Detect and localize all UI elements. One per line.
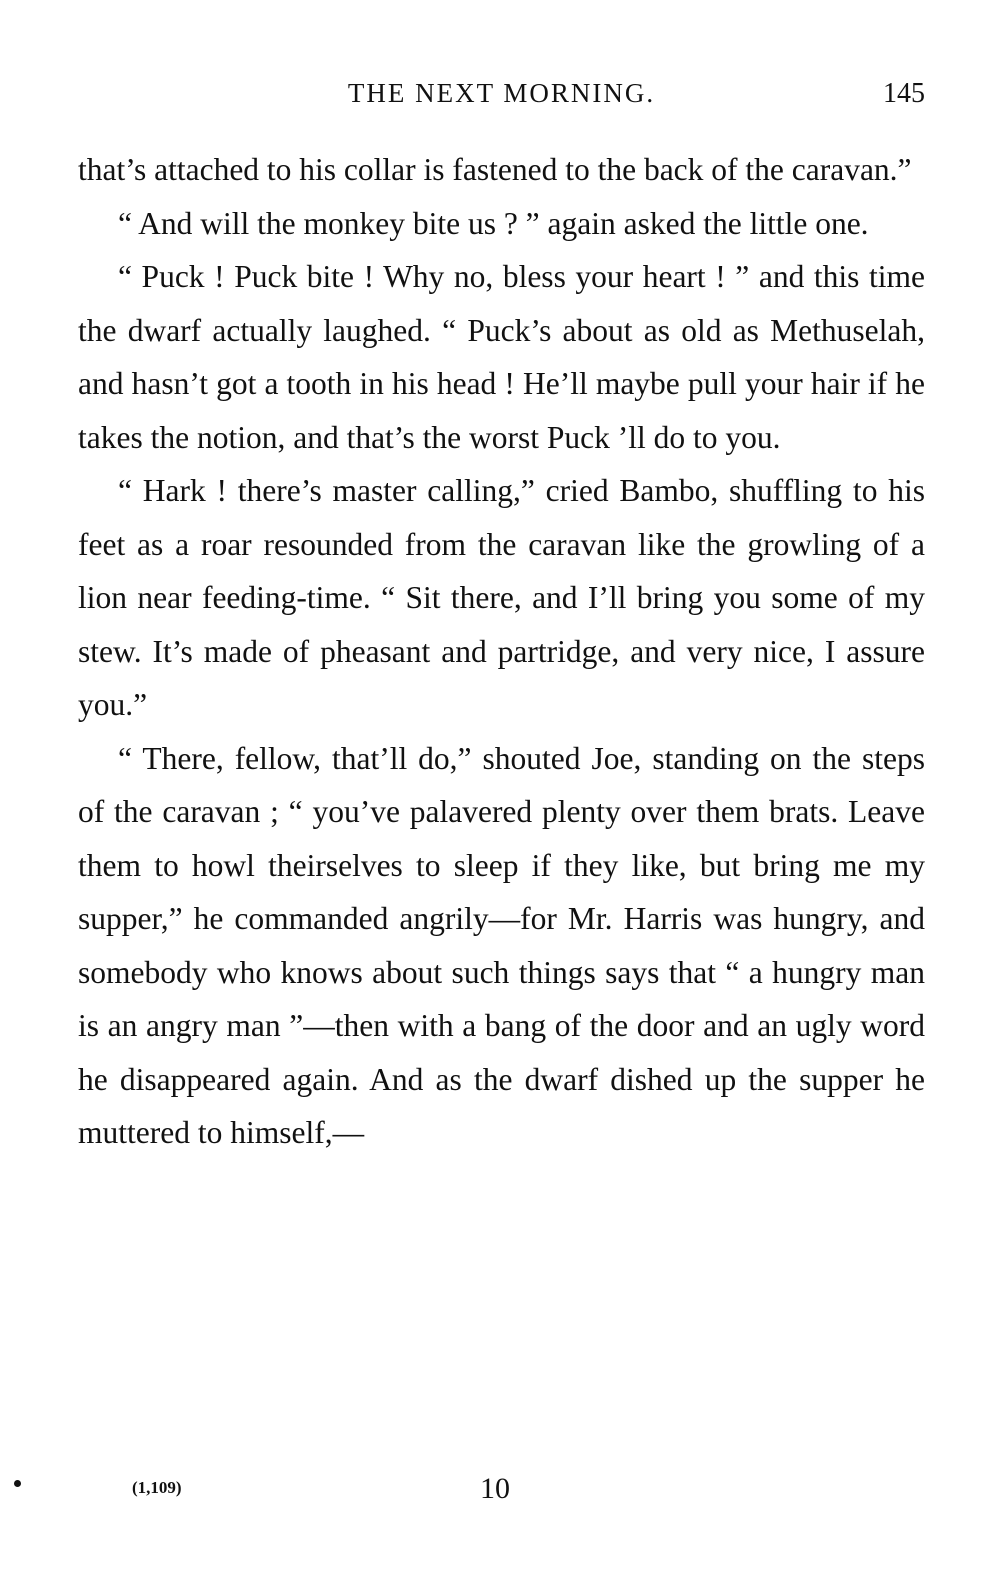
paragraph: “ Puck ! Puck bite ! Why no, bless your heart ! ” and this time the dwarf actually laughed. “ Puck’s about as old as Methuselah, and hasn’t got a tooth in his head ! He’ll maybe pull your hair if he takes the notion, and that’s the worst Puck ’ll do to you. — [78, 259, 925, 455]
paragraph: “ And will the monkey bite us ? ” again asked the little one. — [118, 205, 869, 241]
print-run-mark: (1,109) — [132, 1478, 182, 1497]
page-footer — [0, 1472, 1000, 1512]
paragraph: that’s attached to his collar is fastened to the back of the caravan.” — [78, 152, 912, 187]
printer-dot-mark — [14, 1480, 21, 1487]
running-title: THE NEXT MORNING. — [347, 78, 656, 108]
paragraph: “ There, fellow, that’ll do,” shouted Joe, standing on the steps of the caravan ; “ you’ve palavered plenty over them brats. Leave them to howl theirselves to sleep if they like, but bring me my supper,” he commanded angrily—for Mr. Harris was hungry, and somebody who knows about such things says that “ a hungry man is an angry man ”—then with a bang of the door and an ugly word he disappeared again. And as the dwarf dished up the supper he muttered to himself,— — [78, 740, 925, 1150]
signature-mark: 10 — [480, 1472, 510, 1505]
page-number: 145 — [883, 78, 925, 109]
page-header — [78, 78, 925, 118]
paragraph: “ Hark ! there’s master calling,” cried Bambo, shuffling to his feet as a roar resounded from the caravan like the growling of a lion near feeding-time. “ Sit there, and I’ll bring you some of my stew. It’s made of pheasant and partridge, and very nice, I assure you.” — [78, 473, 925, 722]
body-text — [78, 143, 925, 1160]
